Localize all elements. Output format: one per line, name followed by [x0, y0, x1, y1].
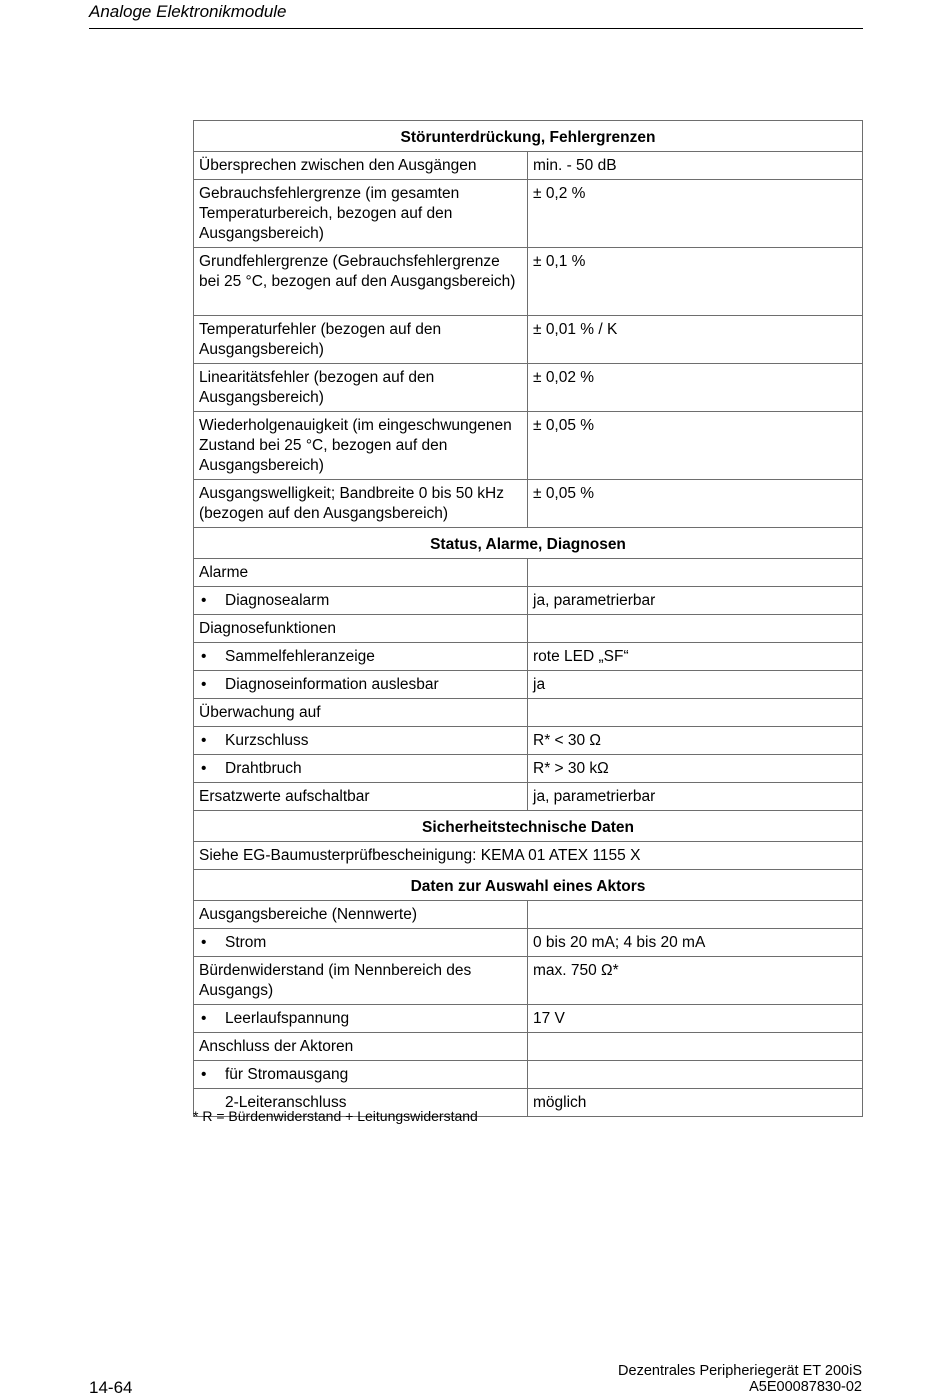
row-label-text: 2-Leiteranschluss [225, 1094, 347, 1111]
table-row [194, 615, 863, 643]
row-label: Linearitätsfehler (bezogen auf den Ausgangsbereich) [194, 364, 528, 412]
table-row [194, 364, 863, 412]
section-title-noise: Störunterdrückung, Fehlergrenzen [194, 121, 863, 152]
row-label: Alarme [194, 559, 528, 587]
row-label [194, 727, 528, 755]
row-value: ja [528, 671, 863, 699]
bullet-icon: • [201, 648, 207, 665]
table-row [194, 643, 863, 671]
row-label [194, 929, 528, 957]
row-label [194, 755, 528, 783]
table-row [194, 248, 863, 316]
section-header-row [194, 811, 863, 842]
row-value: 0 bis 20 mA; 4 bis 20 mA [528, 929, 863, 957]
bullet-icon: • [201, 592, 207, 609]
table-row [194, 1033, 863, 1061]
row-label-text: Drahtbruch [225, 760, 302, 777]
table-row [194, 901, 863, 929]
bullet-icon: • [201, 760, 207, 777]
row-label: Gebrauchsfehlergrenze (im gesamten Temperaturbereich, bezogen auf den Ausgangsbereich) [194, 180, 528, 248]
row-value: rote LED „SF“ [528, 643, 863, 671]
section-header-row [194, 528, 863, 559]
footer-doc-info [618, 1363, 862, 1395]
row-value: ± 0,05 % [528, 412, 863, 480]
row-label-text: Sammelfehleranzeige [225, 648, 375, 665]
table-row [194, 316, 863, 364]
row-label: Ersatzwerte aufschaltbar [194, 783, 528, 811]
row-value-empty [528, 901, 863, 929]
page-number: 14-64 [89, 1378, 133, 1397]
table-row [194, 480, 863, 528]
table-row [194, 842, 863, 870]
row-value: ja, parametrierbar [528, 587, 863, 615]
table-row [194, 957, 863, 1005]
row-value: R* > 30 kΩ [528, 755, 863, 783]
table-row [194, 412, 863, 480]
row-label-text: für Stromausgang [225, 1066, 349, 1083]
row-label: Übersprechen zwischen den Ausgängen [194, 152, 528, 180]
row-value: möglich [528, 1089, 863, 1117]
table-row [194, 699, 863, 727]
row-value: 17 V [528, 1005, 863, 1033]
row-label [194, 643, 528, 671]
row-label: Wiederholgenauigkeit (im eingeschwungenen Zustand bei 25 °C, bezogen auf den Ausgangsbereich) [194, 412, 528, 480]
row-value: R* < 30 Ω [528, 727, 863, 755]
row-label-text: Diagnoseinformation auslesbar [225, 676, 439, 693]
row-value-empty [528, 699, 863, 727]
table-row [194, 152, 863, 180]
table-row [194, 1061, 863, 1089]
table-row [194, 180, 863, 248]
row-value: max. 750 Ω* [528, 957, 863, 1005]
section-title-status: Status, Alarme, Diagnosen [194, 528, 863, 559]
safety-text: Siehe EG-Baumusterprüfbescheinigung: KEMA 01 ATEX 1155 X [194, 842, 863, 870]
row-label [194, 1061, 528, 1089]
bullet-icon: • [201, 1010, 207, 1027]
bullet-icon: • [201, 934, 207, 951]
table-row [194, 1005, 863, 1033]
spec-table [193, 120, 863, 1117]
row-label-text: Leerlaufspannung [225, 1010, 350, 1027]
row-label: Ausgangsbereiche (Nennwerte) [194, 901, 528, 929]
section-title-actuator: Daten zur Auswahl eines Aktors [194, 870, 863, 901]
row-label-text: Kurzschluss [225, 732, 309, 749]
header-title: Analoge Elektronikmodule [89, 2, 287, 21]
section-header-row [194, 870, 863, 901]
row-value-empty [528, 1061, 863, 1089]
section-header-row [194, 121, 863, 152]
row-label: Grundfehlergrenze (Gebrauchsfehlergrenze bei 25 °C, bezogen auf den Ausgangsbereich) [194, 248, 528, 316]
row-label-text: Strom [225, 934, 267, 951]
row-value: min. - 50 dB [528, 152, 863, 180]
row-value: ± 0,01 % / K [528, 316, 863, 364]
row-value: ja, parametrierbar [528, 783, 863, 811]
row-label: Temperaturfehler (bezogen auf den Ausgangsbereich) [194, 316, 528, 364]
table-row [194, 755, 863, 783]
row-label-text: Diagnosealarm [225, 592, 330, 609]
row-value-empty [528, 1033, 863, 1061]
footnote: * R = Bürdenwiderstand + Leitungswiderstand [193, 1108, 478, 1124]
bullet-icon: • [201, 1066, 207, 1083]
row-value: ± 0,1 % [528, 248, 863, 316]
table-row [194, 727, 863, 755]
row-label: Bürdenwiderstand (im Nennbereich des Ausgangs) [194, 957, 528, 1005]
table-row [194, 587, 863, 615]
table-row [194, 559, 863, 587]
table-row [194, 783, 863, 811]
row-value: ± 0,02 % [528, 364, 863, 412]
row-value: ± 0,2 % [528, 180, 863, 248]
table-row [194, 929, 863, 957]
row-label: Anschluss der Aktoren [194, 1033, 528, 1061]
footer-doc-title: Dezentrales Peripheriegerät ET 200iS [618, 1363, 862, 1379]
bullet-icon: • [201, 732, 207, 749]
row-label: Diagnosefunktionen [194, 615, 528, 643]
row-value-empty [528, 615, 863, 643]
row-label [194, 1005, 528, 1033]
row-label: Überwachung auf [194, 699, 528, 727]
row-label: Ausgangswelligkeit; Bandbreite 0 bis 50 kHz (bezogen auf den Ausgangsbereich) [194, 480, 528, 528]
section-title-safety: Sicherheitstechnische Daten [194, 811, 863, 842]
footer-doc-number: A5E00087830-02 [749, 1379, 862, 1395]
row-label [194, 587, 528, 615]
row-value: ± 0,05 % [528, 480, 863, 528]
row-value-empty [528, 559, 863, 587]
row-label [194, 671, 528, 699]
table-row [194, 671, 863, 699]
bullet-icon: • [201, 676, 207, 693]
page-header [89, 0, 863, 29]
